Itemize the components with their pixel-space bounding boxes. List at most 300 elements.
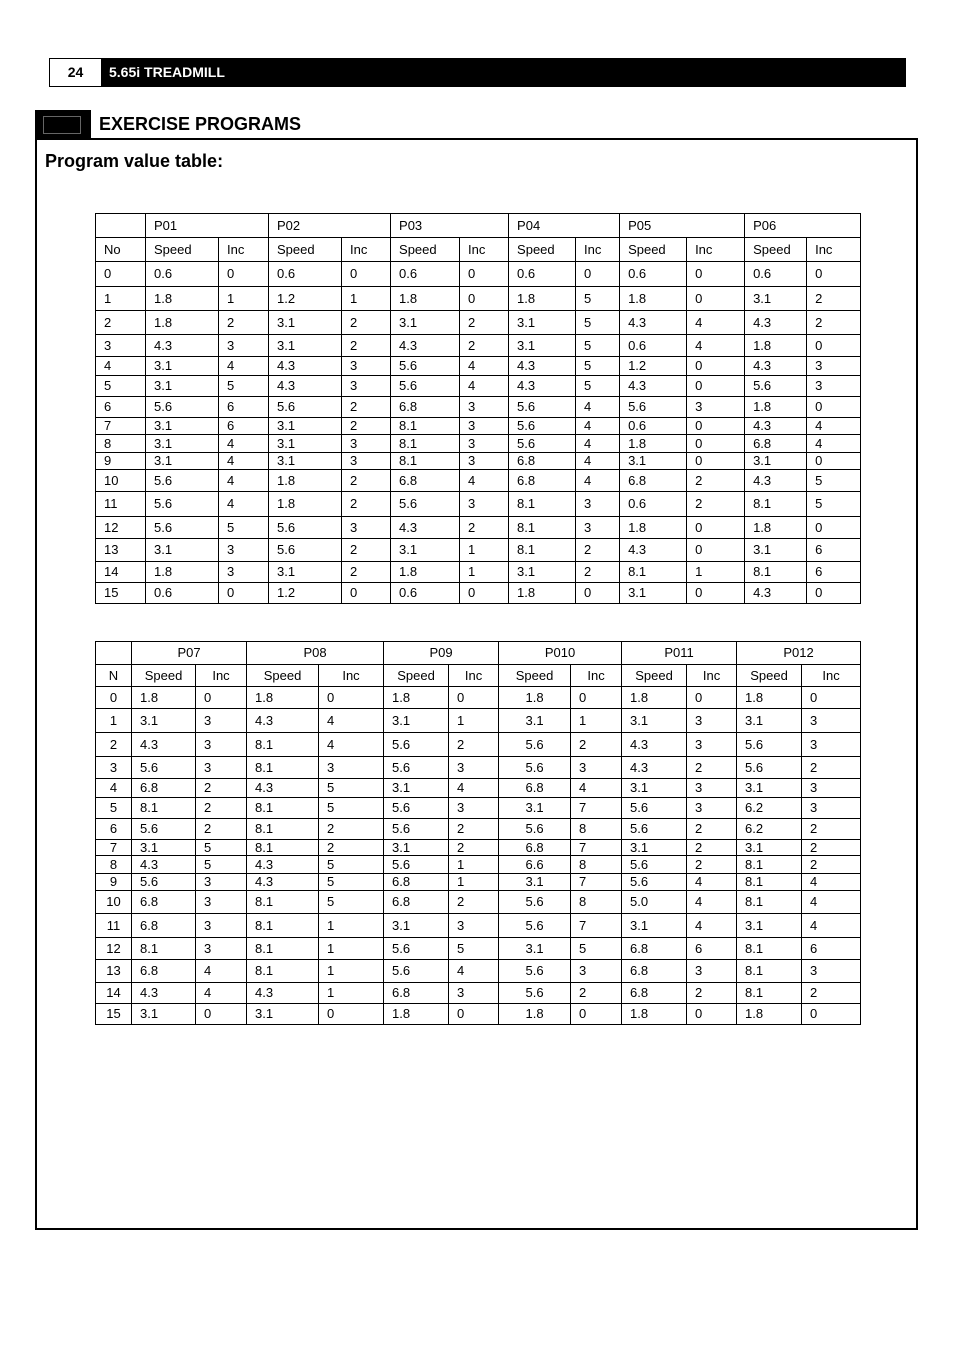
incline-cell: 0 — [460, 583, 509, 604]
table-row — [96, 287, 861, 311]
incline-cell: 4 — [802, 891, 861, 914]
step-number-cell: 10 — [96, 470, 146, 492]
program-header-p010: P010 — [499, 642, 622, 665]
incline-cell: 4 — [802, 914, 861, 938]
speed-cell: 5.6 — [509, 435, 576, 453]
speed-cell: 8.1 — [737, 960, 802, 983]
speed-cell: 0.6 — [620, 492, 687, 517]
program-header-row — [96, 214, 861, 238]
incline-cell: 0 — [807, 335, 861, 357]
table-row — [96, 539, 861, 562]
speed-cell: 6.8 — [622, 938, 687, 960]
speed-cell: 3.1 — [132, 1004, 196, 1025]
incline-cell: 8 — [571, 891, 622, 914]
speed-cell: 6.8 — [384, 983, 449, 1004]
speed-cell: 8.1 — [247, 798, 319, 819]
incline-cell: 3 — [802, 709, 861, 733]
speed-cell: 8.1 — [391, 435, 460, 453]
incline-cell: 5 — [196, 856, 247, 874]
table-row — [96, 687, 861, 709]
speed-cell: 3.1 — [622, 779, 687, 798]
corner-cell — [96, 214, 146, 238]
incline-cell: 4 — [219, 453, 269, 470]
step-number-cell: 14 — [96, 562, 146, 583]
speed-cell: 0.6 — [620, 418, 687, 435]
speed-cell: 5.6 — [499, 891, 571, 914]
speed-cell: 6.2 — [737, 819, 802, 840]
speed-cell: 4.3 — [391, 517, 460, 539]
incline-cell: 6 — [802, 938, 861, 960]
speed-cell: 5.6 — [146, 517, 219, 539]
speed-cell: 5.6 — [620, 397, 687, 418]
inc-column-header: Inc — [342, 238, 391, 262]
speed-cell: 4.3 — [391, 335, 460, 357]
incline-cell: 0 — [319, 687, 384, 709]
incline-cell: 2 — [342, 470, 391, 492]
incline-cell: 2 — [196, 819, 247, 840]
incline-cell: 3 — [807, 376, 861, 397]
inc-column-header: Inc — [576, 238, 620, 262]
incline-cell: 4 — [687, 874, 737, 891]
inc-column-header: Inc — [219, 238, 269, 262]
incline-cell: 1 — [319, 983, 384, 1004]
section-marker-block — [35, 110, 91, 140]
speed-cell: 0.6 — [269, 262, 342, 287]
speed-cell: 4.3 — [247, 856, 319, 874]
speed-cell: 3.1 — [146, 357, 219, 376]
step-number-cell: 11 — [96, 914, 132, 938]
speed-cell: 8.1 — [509, 492, 576, 517]
speed-cell: 0.6 — [391, 583, 460, 604]
speed-column-header: Speed — [391, 238, 460, 262]
table-row — [96, 562, 861, 583]
incline-cell: 4 — [687, 914, 737, 938]
step-number-cell: 2 — [96, 311, 146, 335]
incline-cell: 4 — [687, 311, 745, 335]
speed-cell: 0.6 — [391, 262, 460, 287]
speed-cell: 3.1 — [622, 840, 687, 856]
speed-column-header: Speed — [509, 238, 576, 262]
table-row — [96, 891, 861, 914]
speed-cell: 0.6 — [146, 262, 219, 287]
speed-cell: 6.8 — [132, 914, 196, 938]
speed-cell: 1.8 — [391, 287, 460, 311]
incline-cell: 0 — [576, 583, 620, 604]
incline-cell: 0 — [219, 583, 269, 604]
incline-cell: 0 — [802, 1004, 861, 1025]
incline-cell: 0 — [342, 262, 391, 287]
speed-cell: 8.1 — [132, 798, 196, 819]
incline-cell: 0 — [687, 539, 745, 562]
incline-cell: 2 — [687, 819, 737, 840]
incline-cell: 2 — [571, 983, 622, 1004]
incline-cell: 4 — [219, 470, 269, 492]
inc-column-header: Inc — [802, 665, 861, 687]
speed-cell: 3.1 — [737, 709, 802, 733]
incline-cell: 3 — [687, 397, 745, 418]
speed-cell: 4.3 — [745, 311, 807, 335]
speed-cell: 6.8 — [132, 891, 196, 914]
speed-cell: 3.1 — [745, 539, 807, 562]
program-header-p03: P03 — [391, 214, 509, 238]
incline-cell: 3 — [319, 757, 384, 779]
incline-cell: 7 — [571, 874, 622, 891]
speed-cell: 6.8 — [620, 470, 687, 492]
incline-cell: 3 — [802, 779, 861, 798]
speed-cell: 1.2 — [269, 287, 342, 311]
speed-cell: 4.3 — [132, 856, 196, 874]
speed-cell: 1.8 — [146, 311, 219, 335]
incline-cell: 3 — [342, 453, 391, 470]
table-row — [96, 470, 861, 492]
speed-cell: 4.3 — [745, 418, 807, 435]
speed-column-header: Speed — [269, 238, 342, 262]
table-row — [96, 874, 861, 891]
incline-cell: 4 — [576, 418, 620, 435]
incline-cell: 0 — [449, 687, 499, 709]
incline-cell: 0 — [687, 517, 745, 539]
speed-cell: 5.0 — [622, 891, 687, 914]
speed-cell: 5.6 — [391, 357, 460, 376]
speed-cell: 3.1 — [146, 376, 219, 397]
speed-cell: 3.1 — [622, 709, 687, 733]
incline-cell: 2 — [449, 840, 499, 856]
incline-cell: 3 — [449, 757, 499, 779]
no-column-header: No — [96, 238, 146, 262]
incline-cell: 8 — [571, 819, 622, 840]
incline-cell: 3 — [571, 757, 622, 779]
incline-cell: 1 — [319, 938, 384, 960]
inc-column-header: Inc — [807, 238, 861, 262]
speed-cell: 1.8 — [499, 687, 571, 709]
speed-cell: 5.6 — [384, 856, 449, 874]
speed-cell: 5.6 — [509, 397, 576, 418]
incline-cell: 5 — [196, 840, 247, 856]
speed-cell: 4.3 — [247, 709, 319, 733]
speed-cell: 3.1 — [509, 311, 576, 335]
incline-cell: 2 — [342, 492, 391, 517]
table-row — [96, 840, 861, 856]
program-header-row — [96, 642, 861, 665]
incline-cell: 3 — [219, 335, 269, 357]
incline-cell: 0 — [687, 376, 745, 397]
incline-cell: 4 — [807, 418, 861, 435]
incline-cell: 1 — [460, 539, 509, 562]
speed-cell: 3.1 — [384, 709, 449, 733]
incline-cell: 2 — [802, 983, 861, 1004]
table-row — [96, 583, 861, 604]
incline-cell: 4 — [807, 435, 861, 453]
incline-cell: 4 — [449, 960, 499, 983]
speed-cell: 8.1 — [509, 539, 576, 562]
table-row — [96, 938, 861, 960]
speed-cell: 3.1 — [737, 779, 802, 798]
table-row — [96, 376, 861, 397]
speed-cell: 4.3 — [132, 983, 196, 1004]
incline-cell: 1 — [342, 287, 391, 311]
incline-cell: 2 — [460, 311, 509, 335]
program-header-p08: P08 — [247, 642, 384, 665]
speed-cell: 3.1 — [269, 435, 342, 453]
speed-cell: 5.6 — [509, 418, 576, 435]
speed-cell: 8.1 — [745, 492, 807, 517]
speed-cell: 5.6 — [146, 470, 219, 492]
incline-cell: 1 — [319, 960, 384, 983]
step-number-cell: 9 — [96, 453, 146, 470]
step-number-cell: 9 — [96, 874, 132, 891]
step-number-cell: 0 — [96, 687, 132, 709]
incline-cell: 0 — [687, 1004, 737, 1025]
step-number-cell: 2 — [96, 733, 132, 757]
incline-cell: 0 — [687, 687, 737, 709]
speed-cell: 3.1 — [269, 418, 342, 435]
step-number-cell: 11 — [96, 492, 146, 517]
speed-cell: 1.8 — [745, 517, 807, 539]
speed-cell: 8.1 — [737, 938, 802, 960]
incline-cell: 3 — [449, 983, 499, 1004]
incline-cell: 3 — [342, 517, 391, 539]
column-header-row — [96, 238, 861, 262]
incline-cell: 4 — [219, 492, 269, 517]
speed-cell: 6.8 — [622, 983, 687, 1004]
incline-cell: 3 — [687, 779, 737, 798]
speed-column-header: Speed — [745, 238, 807, 262]
speed-cell: 5.6 — [384, 938, 449, 960]
speed-column-header: Speed — [132, 665, 196, 687]
incline-cell: 3 — [802, 798, 861, 819]
step-number-cell: 12 — [96, 938, 132, 960]
speed-cell: 0.6 — [745, 262, 807, 287]
incline-cell: 2 — [460, 517, 509, 539]
speed-cell: 5.6 — [384, 733, 449, 757]
speed-cell: 6.8 — [391, 397, 460, 418]
incline-cell: 3 — [687, 798, 737, 819]
incline-cell: 2 — [342, 397, 391, 418]
incline-cell: 0 — [319, 1004, 384, 1025]
speed-cell: 8.1 — [391, 453, 460, 470]
incline-cell: 3 — [196, 914, 247, 938]
step-number-cell: 0 — [96, 262, 146, 287]
incline-cell: 2 — [576, 539, 620, 562]
speed-cell: 3.1 — [146, 539, 219, 562]
incline-cell: 2 — [342, 562, 391, 583]
speed-cell: 1.8 — [247, 687, 319, 709]
speed-cell: 3.1 — [620, 583, 687, 604]
incline-cell: 3 — [460, 492, 509, 517]
speed-cell: 3.1 — [132, 840, 196, 856]
speed-cell: 8.1 — [247, 938, 319, 960]
speed-cell: 6.8 — [509, 470, 576, 492]
incline-cell: 2 — [687, 856, 737, 874]
speed-cell: 6.8 — [499, 779, 571, 798]
incline-cell: 2 — [319, 819, 384, 840]
incline-cell: 0 — [687, 262, 745, 287]
speed-cell: 3.1 — [146, 453, 219, 470]
speed-cell: 8.1 — [247, 891, 319, 914]
speed-cell: 5.6 — [622, 819, 687, 840]
speed-column-header: Speed — [620, 238, 687, 262]
incline-cell: 5 — [449, 938, 499, 960]
step-number-cell: 7 — [96, 840, 132, 856]
incline-cell: 0 — [460, 287, 509, 311]
speed-cell: 3.1 — [384, 840, 449, 856]
incline-cell: 2 — [687, 492, 745, 517]
speed-cell: 3.1 — [745, 453, 807, 470]
incline-cell: 4 — [460, 376, 509, 397]
incline-cell: 2 — [802, 757, 861, 779]
speed-cell: 0.6 — [620, 262, 687, 287]
inc-column-header: Inc — [449, 665, 499, 687]
inc-column-header: Inc — [571, 665, 622, 687]
incline-cell: 2 — [571, 733, 622, 757]
speed-cell: 6.8 — [132, 779, 196, 798]
incline-cell: 2 — [687, 840, 737, 856]
incline-cell: 3 — [802, 733, 861, 757]
incline-cell: 3 — [460, 397, 509, 418]
incline-cell: 5 — [576, 357, 620, 376]
speed-cell: 4.3 — [132, 733, 196, 757]
speed-cell: 4.3 — [247, 983, 319, 1004]
speed-cell: 5.6 — [499, 733, 571, 757]
incline-cell: 2 — [196, 798, 247, 819]
table-row — [96, 435, 861, 453]
incline-cell: 2 — [196, 779, 247, 798]
incline-cell: 4 — [219, 357, 269, 376]
speed-cell: 4.3 — [622, 757, 687, 779]
incline-cell: 3 — [196, 709, 247, 733]
speed-cell: 8.1 — [247, 819, 319, 840]
speed-cell: 6.8 — [509, 453, 576, 470]
incline-cell: 4 — [576, 453, 620, 470]
speed-cell: 1.8 — [269, 492, 342, 517]
speed-cell: 4.3 — [269, 357, 342, 376]
speed-cell: 1.8 — [509, 287, 576, 311]
incline-cell: 2 — [449, 891, 499, 914]
incline-cell: 8 — [571, 856, 622, 874]
incline-cell: 0 — [687, 583, 745, 604]
speed-cell: 8.1 — [247, 960, 319, 983]
speed-cell: 5.6 — [384, 757, 449, 779]
incline-cell: 4 — [802, 874, 861, 891]
page-number: 24 — [50, 59, 101, 86]
inc-column-header: Inc — [460, 238, 509, 262]
speed-cell: 5.6 — [384, 960, 449, 983]
incline-cell: 4 — [319, 733, 384, 757]
speed-cell: 6.8 — [499, 840, 571, 856]
incline-cell: 4 — [196, 983, 247, 1004]
incline-cell: 5 — [576, 376, 620, 397]
speed-column-header: Speed — [499, 665, 571, 687]
speed-cell: 1.8 — [499, 1004, 571, 1025]
table-row — [96, 335, 861, 357]
step-number-cell: 13 — [96, 539, 146, 562]
step-number-cell: 12 — [96, 517, 146, 539]
incline-cell: 6 — [687, 938, 737, 960]
incline-cell: 3 — [449, 914, 499, 938]
speed-cell: 5.6 — [269, 517, 342, 539]
speed-cell: 1.8 — [132, 687, 196, 709]
incline-cell: 0 — [571, 1004, 622, 1025]
speed-column-header: Speed — [622, 665, 687, 687]
speed-cell: 3.1 — [499, 938, 571, 960]
table-row — [96, 856, 861, 874]
incline-cell: 3 — [460, 435, 509, 453]
incline-cell: 3 — [576, 517, 620, 539]
incline-cell: 7 — [571, 840, 622, 856]
speed-cell: 3.1 — [132, 709, 196, 733]
speed-cell: 5.6 — [499, 819, 571, 840]
speed-cell: 6.2 — [737, 798, 802, 819]
speed-cell: 5.6 — [622, 798, 687, 819]
incline-cell: 3 — [807, 357, 861, 376]
column-header-row — [96, 665, 861, 687]
speed-cell: 8.1 — [737, 874, 802, 891]
incline-cell: 0 — [807, 262, 861, 287]
incline-cell: 3 — [342, 357, 391, 376]
speed-cell: 3.1 — [269, 311, 342, 335]
program-header-p04: P04 — [509, 214, 620, 238]
incline-cell: 3 — [196, 757, 247, 779]
table-row — [96, 517, 861, 539]
speed-cell: 0.6 — [620, 335, 687, 357]
program-header-p01: P01 — [146, 214, 269, 238]
incline-cell: 1 — [460, 562, 509, 583]
incline-cell: 0 — [807, 453, 861, 470]
speed-cell: 1.8 — [745, 397, 807, 418]
speed-cell: 4.3 — [509, 376, 576, 397]
speed-cell: 4.3 — [620, 311, 687, 335]
speed-cell: 4.3 — [247, 874, 319, 891]
incline-cell: 4 — [576, 397, 620, 418]
speed-cell: 8.1 — [247, 914, 319, 938]
step-number-cell: 8 — [96, 435, 146, 453]
incline-cell: 6 — [807, 539, 861, 562]
incline-cell: 2 — [342, 418, 391, 435]
table-row — [96, 798, 861, 819]
incline-cell: 0 — [342, 583, 391, 604]
incline-cell: 1 — [687, 562, 745, 583]
table-row — [96, 453, 861, 470]
incline-cell: 2 — [460, 335, 509, 357]
speed-cell: 8.1 — [737, 856, 802, 874]
speed-cell: 5.6 — [737, 733, 802, 757]
speed-cell: 3.1 — [745, 287, 807, 311]
speed-cell: 1.8 — [620, 517, 687, 539]
speed-column-header: Speed — [384, 665, 449, 687]
speed-cell: 3.1 — [391, 311, 460, 335]
speed-cell: 5.6 — [269, 397, 342, 418]
table-row — [96, 983, 861, 1004]
table-row — [96, 397, 861, 418]
page-header — [49, 58, 906, 87]
incline-cell: 2 — [449, 733, 499, 757]
incline-cell: 4 — [449, 779, 499, 798]
program-header-p09: P09 — [384, 642, 499, 665]
incline-cell: 2 — [342, 311, 391, 335]
step-number-cell: 1 — [96, 287, 146, 311]
speed-cell: 0.6 — [146, 583, 219, 604]
speed-cell: 5.6 — [391, 492, 460, 517]
step-number-cell: 1 — [96, 709, 132, 733]
speed-cell: 1.8 — [745, 335, 807, 357]
speed-cell: 3.1 — [146, 435, 219, 453]
speed-cell: 5.6 — [146, 397, 219, 418]
speed-cell: 8.1 — [247, 757, 319, 779]
speed-cell: 3.1 — [737, 914, 802, 938]
speed-cell: 6.6 — [499, 856, 571, 874]
table-row — [96, 709, 861, 733]
incline-cell: 3 — [687, 733, 737, 757]
